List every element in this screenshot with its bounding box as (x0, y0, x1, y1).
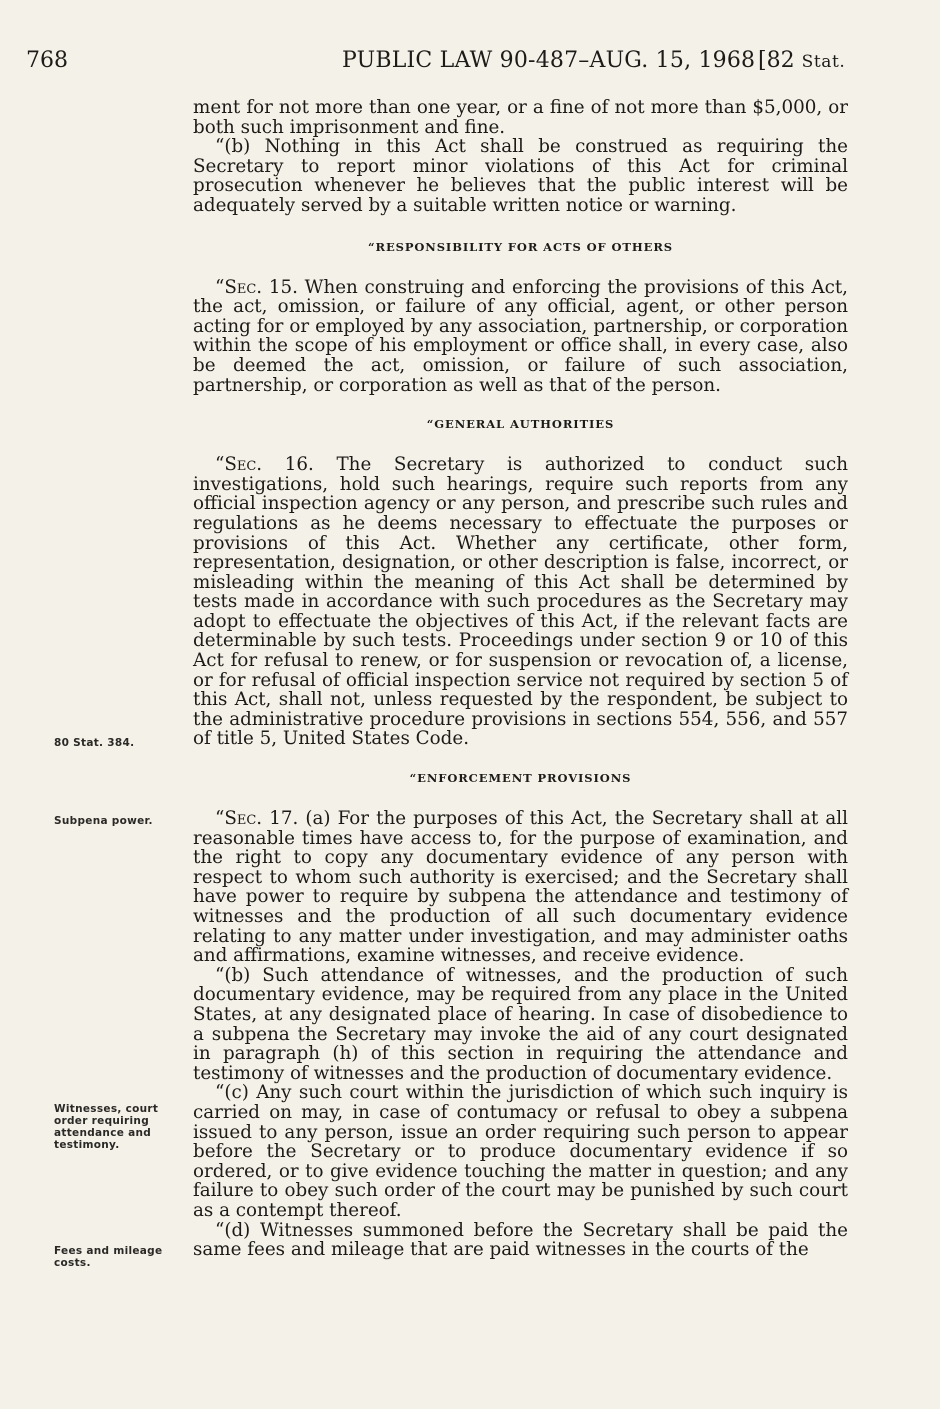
margin-note-witnesses: Witnesses, court order requiring attendance and testimony. (54, 1103, 159, 1151)
paragraph-b-nothing: “(b) Nothing in this Act shall be construed as requiring the Secretary to report minor violations of this Act for criminal prosecution whenever he believes that the public interest will be adequately served by a suitable written notice or warning. (193, 136, 848, 216)
margin-note-fees: Fees and mileage costs. (54, 1245, 163, 1269)
section-17-d: “(d) Witnesses summoned before the Secretary shall be paid the same fees and mileage that are paid witnesses in the courts of the (193, 1219, 848, 1261)
section-15 (193, 278, 848, 396)
section-16-label: “Sec. 16. (215, 454, 314, 476)
section-16 (193, 455, 848, 749)
section-17-b: “(b) Such attendance of witnesses, and the production of such documentary evidence, may be required from any place in the United States, at any designated place of hearing. In case of disobedience to a subpena the Secretary may invoke the aid of any court designated in paragraph (h) of this section in requiring the attendance and testimony of witnesses and the production of documentary evidence. (193, 964, 848, 1084)
heading-general-authorities: “GENERAL AUTHORITIES (426, 417, 615, 432)
section-15-label: “Sec. 15. (215, 276, 298, 298)
section-17-a-text: (a) For the purposes of this Act, the Secretary shall at all reasonable times have access to, for the purpose of examination, and the right to copy any documentary evidence of any person with respect to whom such authority is exercised; and the Secretary shall have power to require by subpena the attendance and testimony of witnesses and the production of all such documentary evidence relating to any matter under investigation, and may administer oaths and affirmations, examine witnesses, and receive evidence. (193, 808, 848, 967)
heading-enforcement: “ENFORCEMENT PROVISIONS (409, 771, 632, 786)
running-head: PUBLIC LAW 90-487–AUG. 15, 1968 (342, 48, 756, 73)
volume-ref-suffix: Stat. (801, 52, 846, 72)
body-text (193, 98, 848, 1260)
section-17-a (193, 809, 848, 966)
paragraph-fine: ment for not more than one year, or a fine of not more than $5,000, or both such imprisonment and fine. (193, 97, 848, 138)
margin-note-80-stat: 80 Stat. 384. (54, 737, 135, 749)
heading-responsibility: “RESPONSIBILITY FOR ACTS OF OTHERS (368, 239, 673, 254)
page-header (0, 48, 940, 82)
section-16-text: The Secretary is authorized to conduct such investigations, hold such hearings, require such reports from any official inspection agency or any person, and prescribe such rules and regulations as he deems necessary to effectuate the purposes or provisions of this Act. Whether any certificate, other form, representation, designation, or other description is false, incorrect, or misleading within the meaning of this Act shall be determined by tests made in accordance with such procedures as the Secretary may adopt to effectuate the objectives of this Act, if the relevant facts are determinable by such tests. Proceedings under section 9 or 10 of this Act for refusal to renew, or for suspension or revocation of, a license, or for refusal of official inspection service not required by section 5 of this Act, shall not, unless requested by the respondent, be subject to the administrative procedure provisions in sections 554, 556, and 557 of title 5, United States Code. (193, 454, 848, 750)
section-17-label: “Sec. 17. (215, 808, 299, 830)
page-number: 768 (26, 48, 68, 73)
volume-ref-prefix: [82 (758, 48, 802, 73)
section-17-c: “(c) Any such court within the jurisdiction of which such inquiry is carried on may, in case of contumacy or refusal to obey a subpena issued to any person, issue an order requiring such person to appear before the Secretary or to produce documentary evidence if so ordered, or to give evidence touching the matter in question; and any failure to obey such order of the court may be punished by such court as a contempt thereof. (193, 1082, 848, 1221)
volume-reference (758, 48, 845, 73)
section-15-text: When construing and enforcing the provisions of this Act, the act, omission, or failure of any official, agent, or other person acting for or employed by any association, partnership, or corporation within the scope of his employment or office shall, in every case, also be deemed the act, omission, or failure of such association, partnership, or corporation as well as that of the person. (193, 276, 848, 396)
margin-note-subpena-power: Subpena power. (54, 815, 153, 827)
